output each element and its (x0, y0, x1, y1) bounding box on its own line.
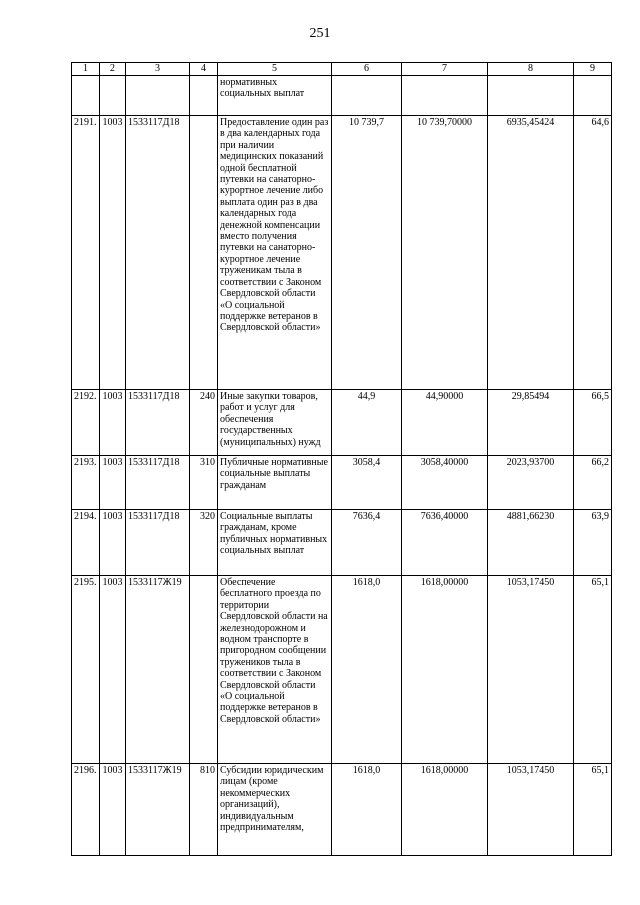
description-cell: Обеспечение бесплатного проезда по территории Свердловской области на железнодорожном и водном транспорте в пригородном сообщении тружеников тыла в соответствии с Законом Свердловской области «О социальной поддержке ветеранов в Свердловской области» (218, 576, 332, 764)
row-number-cell: 2192. (72, 390, 100, 456)
description-cell: Субсидии юридическим лицам (кроме некоммерческих организаций), индивидуальным предпринимателям, (218, 764, 332, 856)
percent-cell: 66,2 (574, 456, 612, 510)
value-cell: 4881,66230 (488, 510, 574, 576)
section-code-cell: 1003 (100, 576, 126, 764)
value-cell: 44,9 (332, 390, 402, 456)
percent-cell: 66,5 (574, 390, 612, 456)
expense-type-cell: 240 (190, 390, 218, 456)
section-code-cell (100, 76, 126, 116)
header-cell: 5 (218, 63, 332, 76)
value-cell: 1053,17450 (488, 576, 574, 764)
percent-cell (574, 76, 612, 116)
value-cell: 1618,0 (332, 576, 402, 764)
table-row (72, 764, 612, 856)
row-number-cell: 2196. (72, 764, 100, 856)
budget-table (71, 62, 612, 856)
header-row (72, 63, 612, 76)
table-row (72, 76, 612, 116)
header-cell: 1 (72, 63, 100, 76)
description-cell: Иные закупки товаров, работ и услуг для обеспечения государственных (муниципальных) нужд (218, 390, 332, 456)
target-code-cell: 1533117Д18 (126, 390, 190, 456)
value-cell: 1618,00000 (402, 576, 488, 764)
table-row (72, 576, 612, 764)
description-cell: Публичные нормативные социальные выплаты гражданам (218, 456, 332, 510)
target-code-cell: 1533117Д18 (126, 510, 190, 576)
page-number: 251 (309, 26, 331, 41)
value-cell: 1053,17450 (488, 764, 574, 856)
header-cell: 9 (574, 63, 612, 76)
value-cell: 6935,45424 (488, 116, 574, 390)
row-number-cell: 2193. (72, 456, 100, 510)
target-code-cell: 1533117Ж19 (126, 576, 190, 764)
value-cell: 2023,93700 (488, 456, 574, 510)
header-cell: 2 (100, 63, 126, 76)
target-code-cell: 1533117Ж19 (126, 764, 190, 856)
header-cell: 7 (402, 63, 488, 76)
percent-cell: 65,1 (574, 764, 612, 856)
target-code-cell: 1533117Д18 (126, 116, 190, 390)
value-cell: 29,85494 (488, 390, 574, 456)
table-row (72, 116, 612, 390)
percent-cell: 64,6 (574, 116, 612, 390)
value-cell: 7636,40000 (402, 510, 488, 576)
value-cell: 3058,4 (332, 456, 402, 510)
section-code-cell: 1003 (100, 764, 126, 856)
section-code-cell: 1003 (100, 116, 126, 390)
percent-cell: 63,9 (574, 510, 612, 576)
section-code-cell: 1003 (100, 510, 126, 576)
expense-type-cell (190, 116, 218, 390)
value-cell: 1618,00000 (402, 764, 488, 856)
value-cell: 3058,40000 (402, 456, 488, 510)
expense-type-cell: 310 (190, 456, 218, 510)
expense-type-cell (190, 76, 218, 116)
header-cell: 4 (190, 63, 218, 76)
percent-cell: 65,1 (574, 576, 612, 764)
table-row (72, 456, 612, 510)
target-code-cell (126, 76, 190, 116)
value-cell (402, 76, 488, 116)
value-cell: 1618,0 (332, 764, 402, 856)
header-cell: 6 (332, 63, 402, 76)
description-cell: Социальные выплаты гражданам, кроме публичных нормативных социальных выплат (218, 510, 332, 576)
row-number-cell: 2195. (72, 576, 100, 764)
header-cell: 3 (126, 63, 190, 76)
target-code-cell: 1533117Д18 (126, 456, 190, 510)
expense-type-cell: 810 (190, 764, 218, 856)
expense-type-cell (190, 576, 218, 764)
value-cell: 44,90000 (402, 390, 488, 456)
expense-type-cell: 320 (190, 510, 218, 576)
value-cell: 7636,4 (332, 510, 402, 576)
value-cell: 10 739,7 (332, 116, 402, 390)
table-row (72, 390, 612, 456)
header-cell: 8 (488, 63, 574, 76)
value-cell: 10 739,70000 (402, 116, 488, 390)
table-row (72, 510, 612, 576)
description-cell: нормативных социальных выплат (218, 76, 332, 116)
description-cell: Предоставление один раз в два календарных года при наличии медицинских показаний одной бесплатной путевки на санаторно-курортное лечение либо выплата один раз в два календарных года денежной компенсации вместо получения путевки на санаторно-курортное лечение труженикам тыла в соответствии с Законом Свердловской области «О социальной поддержке ветеранов в Свердловской области» (218, 116, 332, 390)
row-number-cell (72, 76, 100, 116)
section-code-cell: 1003 (100, 390, 126, 456)
row-number-cell: 2191. (72, 116, 100, 390)
value-cell (332, 76, 402, 116)
section-code-cell: 1003 (100, 456, 126, 510)
value-cell (488, 76, 574, 116)
row-number-cell: 2194. (72, 510, 100, 576)
